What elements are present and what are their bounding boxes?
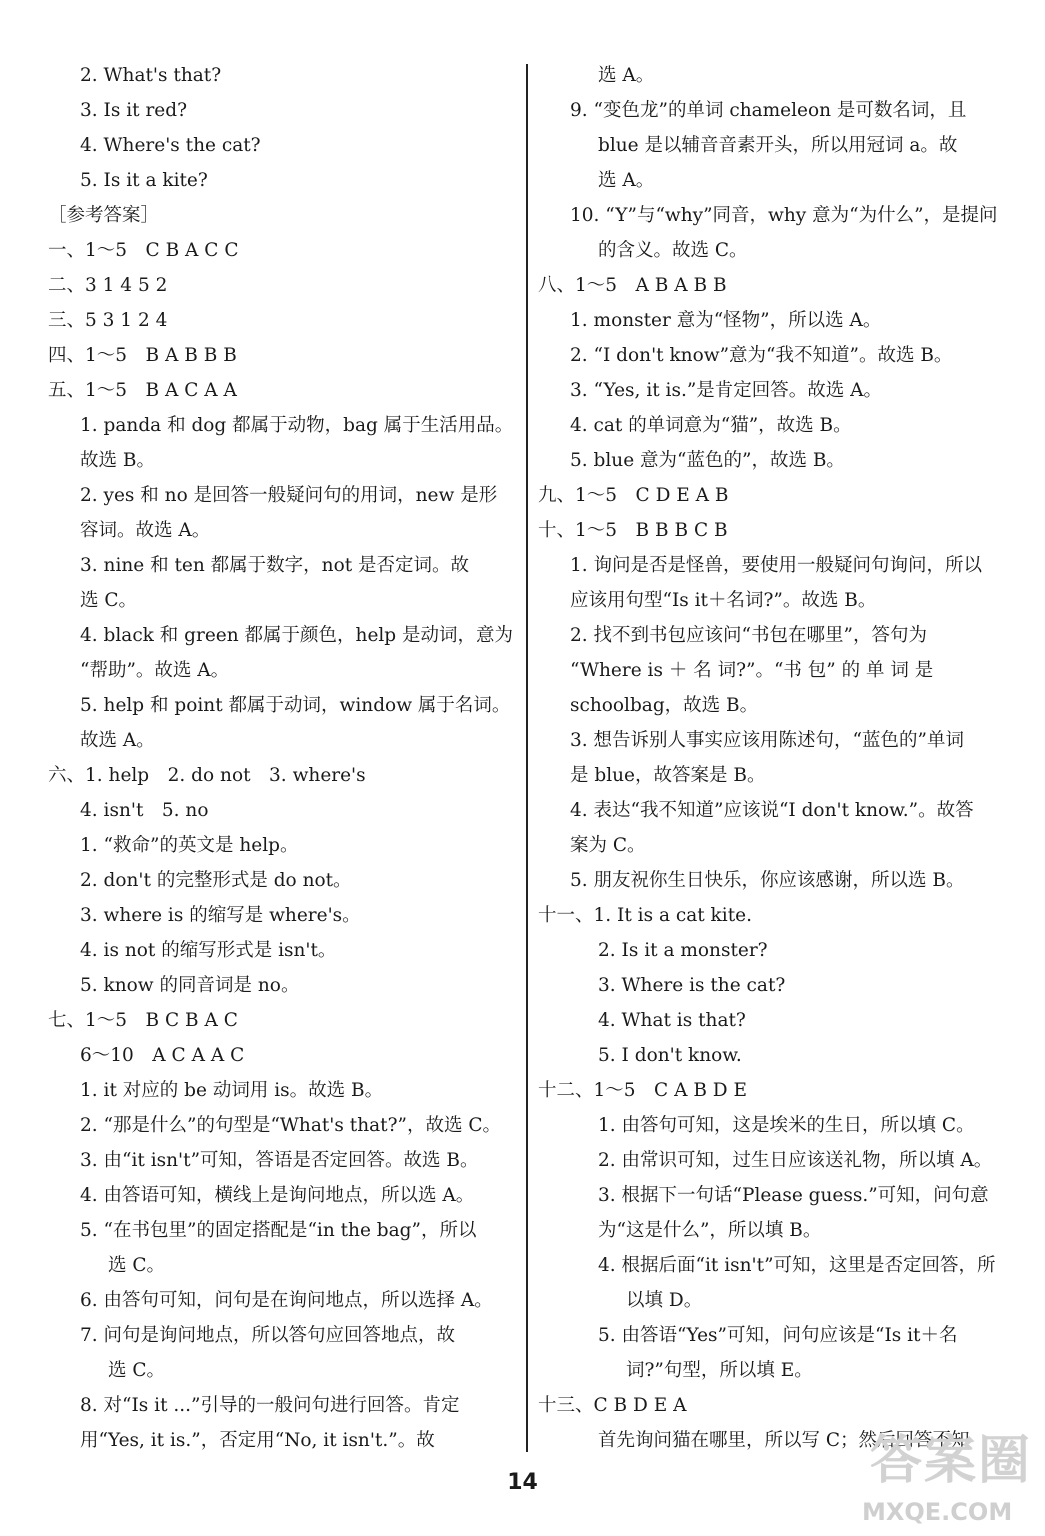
text-line: 8. 对“Is it ...”引导的一般问句进行回答。肯定 bbox=[80, 1395, 460, 1416]
text-line: 容词。故选 A。 bbox=[80, 520, 211, 541]
text-line: 4. Where's the cat? bbox=[80, 135, 261, 156]
text-line: 4. What is that? bbox=[598, 1010, 746, 1031]
text-line: “Where is ＋ 名 词?”。“书 包” 的 单 词 是 bbox=[570, 660, 934, 681]
text-line: 2. What's that? bbox=[80, 65, 222, 86]
text-line: 5. help 和 point 都属于动词，window 属于名词。 bbox=[80, 695, 511, 716]
text-line: 二、3 1 4 5 2 bbox=[48, 275, 168, 296]
text-line: 选 A。 bbox=[598, 65, 655, 86]
text-line: 4. black 和 green 都属于颜色，help 是动词，意为 bbox=[80, 625, 514, 646]
text-line: 2. 找不到书包应该问“书包在哪里”，答句为 bbox=[570, 625, 927, 646]
text-line: ［参考答案］ bbox=[48, 205, 160, 226]
text-line: 是 blue，故答案是 B。 bbox=[570, 765, 766, 786]
left-column bbox=[48, 58, 518, 1458]
right-column bbox=[538, 58, 1020, 1458]
text-line: 3. “Yes, it is.”是肯定回答。故选 A。 bbox=[570, 380, 883, 401]
text-line: 十、1～5 B B B C B bbox=[538, 520, 728, 541]
text-line: 故选 B。 bbox=[80, 450, 155, 471]
text-line: 的含义。故选 C。 bbox=[598, 240, 748, 261]
text-line: 3. 想告诉别人事实应该用陈述句，“蓝色的”单词 bbox=[570, 730, 964, 751]
text-line: 5. “在书包里”的固定搭配是“in the bag”，所以 bbox=[80, 1220, 477, 1241]
text-line: 2. Is it a monster? bbox=[598, 940, 768, 961]
text-line: 应该用句型“Is it＋名词?”。故选 B。 bbox=[570, 590, 877, 611]
text-line: 5. blue 意为“蓝色的”，故选 B。 bbox=[570, 450, 845, 471]
text-line: 3. Where is the cat? bbox=[598, 975, 786, 996]
text-line: 八、1～5 A B A B B bbox=[538, 275, 727, 296]
text-line: 七、1～5 B C B A C bbox=[48, 1010, 238, 1031]
column-divider bbox=[526, 64, 528, 1452]
text-line: 选 C。 bbox=[108, 1255, 166, 1276]
text-line: 4. isn't 5. no bbox=[80, 800, 209, 821]
text-line: 3. nine 和 ten 都属于数字，not 是否定词。故 bbox=[80, 555, 470, 576]
text-line: 三、5 3 1 2 4 bbox=[48, 310, 168, 331]
text-line: 1. “救命”的英文是 help。 bbox=[80, 835, 299, 856]
text-line: 选 A。 bbox=[598, 170, 655, 191]
text-line: 2. yes 和 no 是回答一般疑问句的用词，new 是形 bbox=[80, 485, 498, 506]
watermark-bottom-text: MXQE.COM bbox=[862, 1498, 1013, 1526]
text-line: 1. 询问是否是怪兽，要使用一般疑问句询问，所以 bbox=[570, 555, 983, 576]
text-line: 3. Is it red? bbox=[80, 100, 187, 121]
text-line: 3. 根据下一句话“Please guess.”可知，问句意 bbox=[598, 1185, 989, 1206]
text-line: 一、1～5 C B A C C bbox=[48, 240, 239, 261]
text-line: 5. 朋友祝你生日快乐，你应该感谢，所以选 B。 bbox=[570, 870, 965, 891]
text-line: 2. “那是什么”的句型是“What's that?”，故选 C。 bbox=[80, 1115, 501, 1136]
text-line: 6～10 A C A A C bbox=[80, 1045, 245, 1066]
text-line: 十一、1. It is a cat kite. bbox=[538, 905, 752, 926]
watermark-logo bbox=[862, 1418, 1032, 1528]
text-line: 用“Yes, it is.”，否定用“No, it isn't.”。故 bbox=[80, 1430, 435, 1451]
text-line: 首先询问猫在哪里，所以写 C；然后回答不知 bbox=[598, 1430, 970, 1451]
text-line: 3. 由“it isn't”可知，答语是否定回答。故选 B。 bbox=[80, 1150, 479, 1171]
text-line: 5. 由答语“Yes”可知，问句应该是“Is it＋名 bbox=[598, 1325, 958, 1346]
text-line: 4. 由答语可知，横线上是询问地点，所以选 A。 bbox=[80, 1185, 475, 1206]
text-line: 1. panda 和 dog 都属于动物，bag 属于生活用品。 bbox=[80, 415, 514, 436]
text-line: 1. 由答句可知，这是埃米的生日，所以填 C。 bbox=[598, 1115, 975, 1136]
text-line: 4. is not 的缩写形式是 isn't。 bbox=[80, 940, 337, 961]
text-line: 5. know 的同音词是 no。 bbox=[80, 975, 300, 996]
text-line: 六、1. help 2. do not 3. where's bbox=[48, 765, 366, 786]
text-line: 6. 由答句可知，问句是在询问地点，所以选择 A。 bbox=[80, 1290, 493, 1311]
text-line: 7. 问句是询问地点，所以答句应回答地点，故 bbox=[80, 1325, 456, 1346]
text-line: 四、1～5 B A B B B bbox=[48, 345, 237, 366]
text-line: 五、1～5 B A C A A bbox=[48, 380, 237, 401]
text-line: 以填 D。 bbox=[626, 1290, 703, 1311]
text-line: “帮助”。故选 A。 bbox=[80, 660, 230, 681]
text-line: 选 C。 bbox=[108, 1360, 166, 1381]
text-line: 案为 C。 bbox=[570, 835, 646, 856]
text-line: 5. Is it a kite? bbox=[80, 170, 208, 191]
text-line: 4. cat 的单词意为“猫”，故选 B。 bbox=[570, 415, 852, 436]
text-line: 词?”句型，所以填 E。 bbox=[626, 1360, 813, 1381]
text-line: 5. I don't know. bbox=[598, 1045, 742, 1066]
text-line: 9. “变色龙”的单词 chameleon 是可数名词，且 bbox=[570, 100, 967, 121]
watermark-top-text: 答案圈 bbox=[870, 1431, 1033, 1491]
text-line: 2. “I don't know”意为“我不知道”。故选 B。 bbox=[570, 345, 953, 366]
text-line: 10. “Y”与“why”同音，why 意为“为什么”，是提问 bbox=[570, 205, 998, 226]
text-line: 3. where is 的缩写是 where's。 bbox=[80, 905, 361, 926]
text-line: 4. 表达“我不知道”应该说“I don't know.”。故答 bbox=[570, 800, 974, 821]
text-line: 2. don't 的完整形式是 do not。 bbox=[80, 870, 352, 891]
text-line: 十三、C B D E A bbox=[538, 1395, 687, 1416]
text-line: 4. 根据后面“it isn't”可知，这里是否定回答，所 bbox=[598, 1255, 996, 1276]
text-line: 十二、1～5 C A B D E bbox=[538, 1080, 748, 1101]
text-line: blue 是以辅音音素开头，所以用冠词 a。故 bbox=[598, 135, 958, 156]
text-line: schoolbag，故选 B。 bbox=[570, 695, 759, 716]
text-line: 为“这是什么”，所以填 B。 bbox=[598, 1220, 822, 1241]
page-number: 14 bbox=[507, 1470, 538, 1495]
text-line: 九、1～5 C D E A B bbox=[538, 485, 729, 506]
text-line: 故选 A。 bbox=[80, 730, 155, 751]
text-line: 1. it 对应的 be 动词用 is。故选 B。 bbox=[80, 1080, 384, 1101]
text-line: 选 C。 bbox=[80, 590, 138, 611]
text-line: 1. monster 意为“怪物”，所以选 A。 bbox=[570, 310, 882, 331]
text-line: 2. 由常识可知，过生日应该送礼物，所以填 A。 bbox=[598, 1150, 993, 1171]
